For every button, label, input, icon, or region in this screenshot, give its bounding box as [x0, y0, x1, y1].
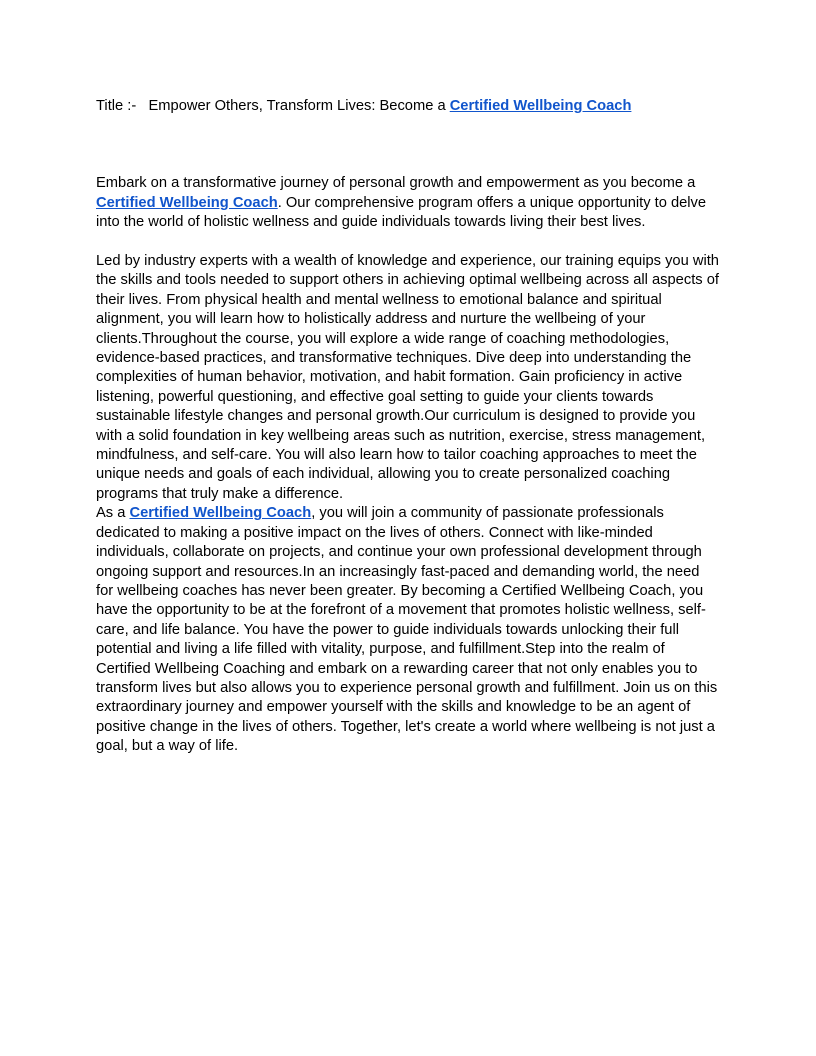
community-wellbeing-coach-link[interactable]: Certified Wellbeing Coach [129, 505, 312, 522]
paragraph-intro-text-after: . Our comprehensive program offers a unique opportunity to delve into the world of holistic wellness and guide individuals towards living their best lives. [96, 194, 711, 231]
paragraph-community-text-after: , you will join a community of passionate professionals dedicated to making a positive impact on the lives of others. Connect with like-minded individuals, collaborate on projects, and continue your own professional development through ongoing support and resources.In an increasingly fast-paced and demanding world, the need for wellbeing coaches has never been greater. By becoming a Certified Wellbeing Coach, you have the opportunity to be at the forefront of a movement that promotes holistic wellness, self-care, and life balance. You have the power to guide individuals towards unlocking their full potential and living a life filled with vitality, purpose, and fulfillment.Step into the realm of Certified Wellbeing Coaching and embark on a rewarding career that not only enables you to transform lives but also allows you to experience personal growth and fulfillment. Join us on this extraordinary journey and empower yourself with the skills and knowledge to be an agent of positive change in the lives of others. Together, let's create a world where wellbeing is not just a goal, but a way of life. [96, 505, 722, 755]
paragraph-intro [96, 174, 720, 232]
title-text: Title :- Empower Others, Transform Lives: Become a [96, 98, 450, 114]
title-wellbeing-coach-link[interactable]: Certified Wellbeing Coach [449, 98, 632, 114]
paragraph-community-text-before: As a [96, 505, 130, 522]
paragraph-training-details [96, 252, 724, 504]
document-title [96, 97, 720, 116]
paragraph-intro-text-before: Embark on a transformative journey of personal growth and empowerment as you become a [96, 175, 700, 192]
intro-wellbeing-coach-link[interactable]: Certified Wellbeing Coach [96, 194, 278, 211]
paragraph-training-details-text: Led by industry experts with a wealth of knowledge and experience, our training equips you with the skills and tools needed to support others in achieving optimal wellbeing across all aspects of their lives. From physical health and mental wellness to emotional balance and spiritual alignment, you will learn how to holistically address and nurture the wellbeing of your clients.Throughout the course, you will explore a wide range of coaching methodologies, evidence-based practices, and transformative techniques. Dive deep into understanding the complexities of human behavior, motivation, and habit formation. Gain proficiency in active listening, powerful questioning, and effective goal setting to guide your clients towards sustainable lifestyle changes and personal growth.Our curriculum is designed to provide you with a solid foundation in key wellbeing areas such as nutrition, exercise, stress management, mindfulness, and self-care. You will also learn how to tailor coaching approaches to meet the unique needs and goals of each individual, allowing you to create personalized coaching programs that truly make a difference. [96, 253, 724, 502]
paragraph-community-closing [96, 504, 720, 756]
